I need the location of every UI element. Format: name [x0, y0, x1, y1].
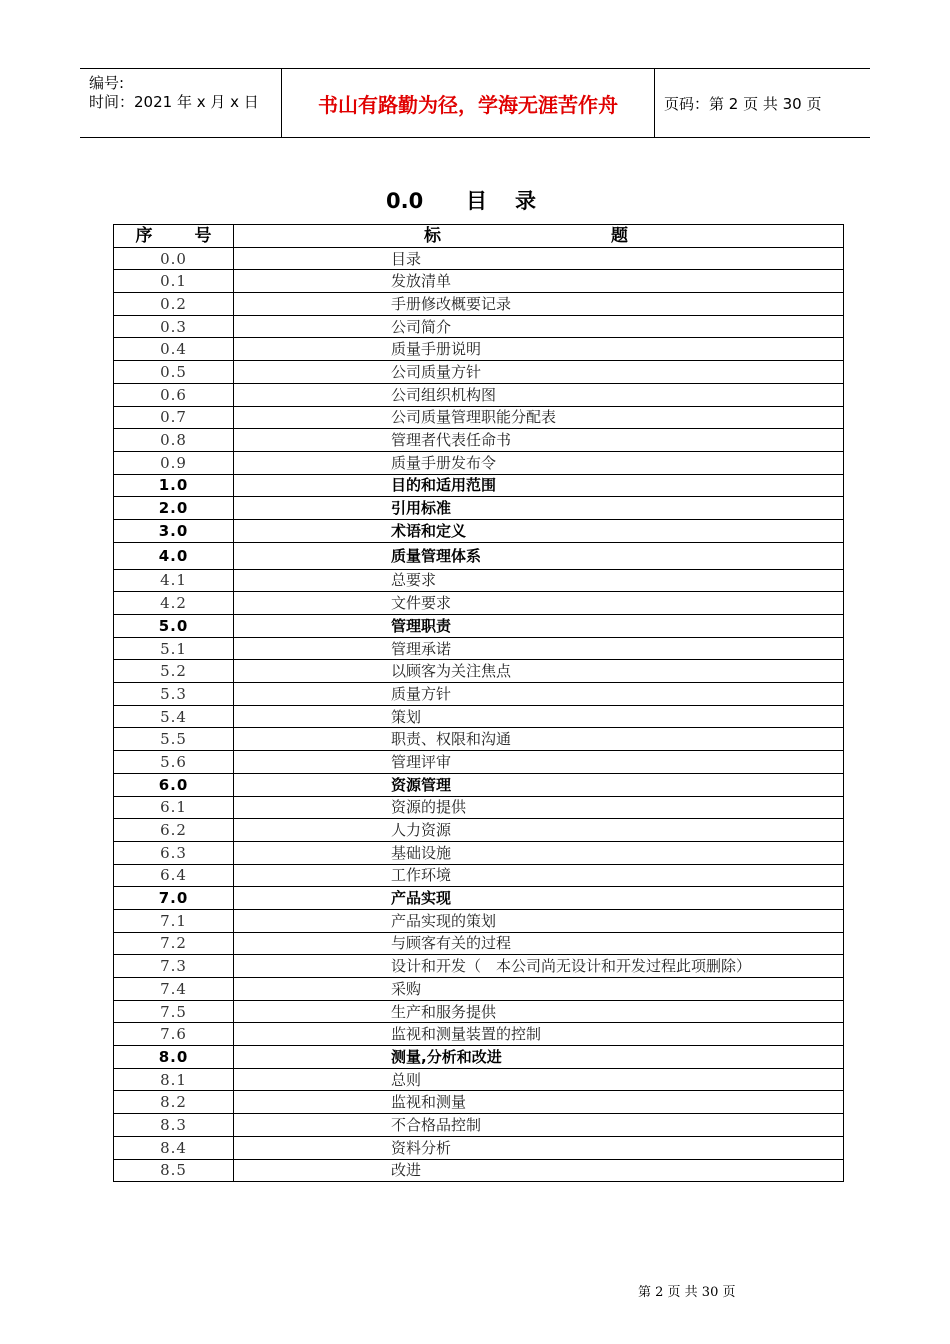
- column-header-title-char2: 题: [611, 225, 628, 246]
- section-number: 0.5: [114, 361, 234, 384]
- section-title: 不合格品控制: [234, 1114, 844, 1137]
- section-title: 设计和开发（ 本公司尚无设计和开发过程此项删除）: [234, 955, 844, 978]
- section-number: 7.4: [114, 978, 234, 1001]
- section-number: 4.1: [114, 569, 234, 592]
- section-title: 术语和定义: [234, 519, 844, 542]
- section-title: 发放清单: [234, 270, 844, 293]
- table-row: [114, 542, 844, 569]
- section-title: 产品实现的策划: [234, 909, 844, 932]
- section-title: 监视和测量装置的控制: [234, 1023, 844, 1046]
- table-row: [114, 773, 844, 796]
- table-row: [114, 1046, 844, 1069]
- section-title: 监视和测量: [234, 1091, 844, 1114]
- section-title: 文件要求: [234, 592, 844, 615]
- table-row: [114, 451, 844, 474]
- section-number: 0.0: [114, 247, 234, 270]
- table-row: [114, 660, 844, 683]
- table-row: [114, 841, 844, 864]
- title-number: 0.0: [386, 189, 424, 213]
- section-title: 公司简介: [234, 315, 844, 338]
- section-title: 总则: [234, 1068, 844, 1091]
- section-title: 职责、权限和沟通: [234, 728, 844, 751]
- section-title: 公司质量管理职能分配表: [234, 406, 844, 429]
- document-date: 时间：2021 年 x 月 x 日: [89, 93, 259, 111]
- table-row: [114, 1000, 844, 1023]
- section-title: 质量手册说明: [234, 338, 844, 361]
- section-title: 质量手册发布令: [234, 451, 844, 474]
- section-title: 管理承诺: [234, 637, 844, 660]
- section-title: 采购: [234, 978, 844, 1001]
- section-number: 8.0: [114, 1046, 234, 1069]
- section-title: 人力资源: [234, 819, 844, 842]
- section-title: 产品实现: [234, 887, 844, 910]
- section-title: 质量方针: [234, 683, 844, 706]
- table-row: [114, 1068, 844, 1091]
- section-number: 7.6: [114, 1023, 234, 1046]
- table-row: [114, 338, 844, 361]
- section-title: 目的和适用范围: [234, 474, 844, 497]
- table-row: [114, 955, 844, 978]
- table-row: [114, 615, 844, 638]
- page-footer: 第 2 页 共 30 页: [638, 1285, 736, 1300]
- section-number: 7.2: [114, 932, 234, 955]
- section-title: 资料分析: [234, 1136, 844, 1159]
- contents-table-body: [114, 247, 844, 1182]
- table-row: [114, 751, 844, 774]
- section-title: 测量,分析和改进: [234, 1046, 844, 1069]
- section-number: 0.3: [114, 315, 234, 338]
- table-row: [114, 909, 844, 932]
- section-number: 1.0: [114, 474, 234, 497]
- section-title: 改进: [234, 1159, 844, 1182]
- section-number: 0.9: [114, 451, 234, 474]
- column-header-title: [234, 225, 844, 248]
- contents-table: [113, 224, 844, 1182]
- table-row: [114, 383, 844, 406]
- table-row: [114, 705, 844, 728]
- section-title: 总要求: [234, 569, 844, 592]
- header-meta: [80, 69, 282, 137]
- section-title: 管理职责: [234, 615, 844, 638]
- table-row: [114, 819, 844, 842]
- table-row: [114, 887, 844, 910]
- section-number: 4.2: [114, 592, 234, 615]
- section-title: 手册修改概要记录: [234, 293, 844, 316]
- table-row: [114, 293, 844, 316]
- section-number: 0.4: [114, 338, 234, 361]
- section-number: 6.3: [114, 841, 234, 864]
- section-number: 6.4: [114, 864, 234, 887]
- section-number: 6.0: [114, 773, 234, 796]
- column-header-number-char2: 号: [194, 225, 212, 246]
- table-row: [114, 1091, 844, 1114]
- table-row: [114, 1136, 844, 1159]
- section-title: 质量管理体系: [234, 542, 844, 569]
- section-title: 以顾客为关注焦点: [234, 660, 844, 683]
- section-number: 0.8: [114, 429, 234, 452]
- section-number: 3.0: [114, 519, 234, 542]
- section-number: 6.2: [114, 819, 234, 842]
- section-number: 5.4: [114, 705, 234, 728]
- section-number: 8.3: [114, 1114, 234, 1137]
- section-number: 0.6: [114, 383, 234, 406]
- section-title: 公司质量方针: [234, 361, 844, 384]
- section-title: 基础设施: [234, 841, 844, 864]
- section-number: 4.0: [114, 542, 234, 569]
- section-title: 策划: [234, 705, 844, 728]
- section-number: 0.2: [114, 293, 234, 316]
- section-number: 8.5: [114, 1159, 234, 1182]
- section-number: 2.0: [114, 497, 234, 520]
- section-number: 5.1: [114, 637, 234, 660]
- table-row: [114, 519, 844, 542]
- table-row: [114, 1114, 844, 1137]
- table-row: [114, 932, 844, 955]
- section-title: 资源管理: [234, 773, 844, 796]
- section-number: 5.5: [114, 728, 234, 751]
- section-number: 5.3: [114, 683, 234, 706]
- section-title: 资源的提供: [234, 796, 844, 819]
- title-text: 目录: [466, 189, 564, 213]
- section-number: 8.4: [114, 1136, 234, 1159]
- document-number-label: 编号:: [89, 74, 125, 92]
- table-row: [114, 796, 844, 819]
- section-number: 8.2: [114, 1091, 234, 1114]
- table-row: [114, 569, 844, 592]
- table-row: [114, 978, 844, 1001]
- table-row: [114, 247, 844, 270]
- table-row: [114, 1159, 844, 1182]
- section-number: 8.1: [114, 1068, 234, 1091]
- table-row: [114, 361, 844, 384]
- section-number: 0.7: [114, 406, 234, 429]
- table-row: [114, 474, 844, 497]
- section-title: 生产和服务提供: [234, 1000, 844, 1023]
- table-row: [114, 315, 844, 338]
- column-header-number-char1: 序: [135, 225, 153, 246]
- table-header-row: [114, 225, 844, 248]
- section-number: 0.1: [114, 270, 234, 293]
- table-row: [114, 728, 844, 751]
- table-row: [114, 1023, 844, 1046]
- header-page-info: 页码：第 2 页 共 30 页: [664, 94, 822, 113]
- header-motto: 书山有路勤为径，学海无涯苦作舟: [282, 69, 655, 137]
- section-number: 7.0: [114, 887, 234, 910]
- section-number: 7.5: [114, 1000, 234, 1023]
- section-number: 7.1: [114, 909, 234, 932]
- table-row: [114, 270, 844, 293]
- section-title: 公司组织机构图: [234, 383, 844, 406]
- section-title: 目录: [234, 247, 844, 270]
- column-header-title-char1: 标: [424, 225, 441, 246]
- section-title: 工作环境: [234, 864, 844, 887]
- section-number: 5.0: [114, 615, 234, 638]
- section-number: 6.1: [114, 796, 234, 819]
- column-header-number: [114, 225, 234, 248]
- page-header: [80, 68, 870, 138]
- section-number: 5.2: [114, 660, 234, 683]
- table-row: [114, 406, 844, 429]
- table-row: [114, 592, 844, 615]
- table-row: [114, 637, 844, 660]
- section-number: 5.6: [114, 751, 234, 774]
- section-title: 管理评审: [234, 751, 844, 774]
- section-title: 引用标准: [234, 497, 844, 520]
- table-row: [114, 497, 844, 520]
- section-number: 7.3: [114, 955, 234, 978]
- table-row: [114, 864, 844, 887]
- page-title: [0, 185, 950, 215]
- section-title: 管理者代表任命书: [234, 429, 844, 452]
- table-row: [114, 683, 844, 706]
- table-row: [114, 429, 844, 452]
- section-title: 与顾客有关的过程: [234, 932, 844, 955]
